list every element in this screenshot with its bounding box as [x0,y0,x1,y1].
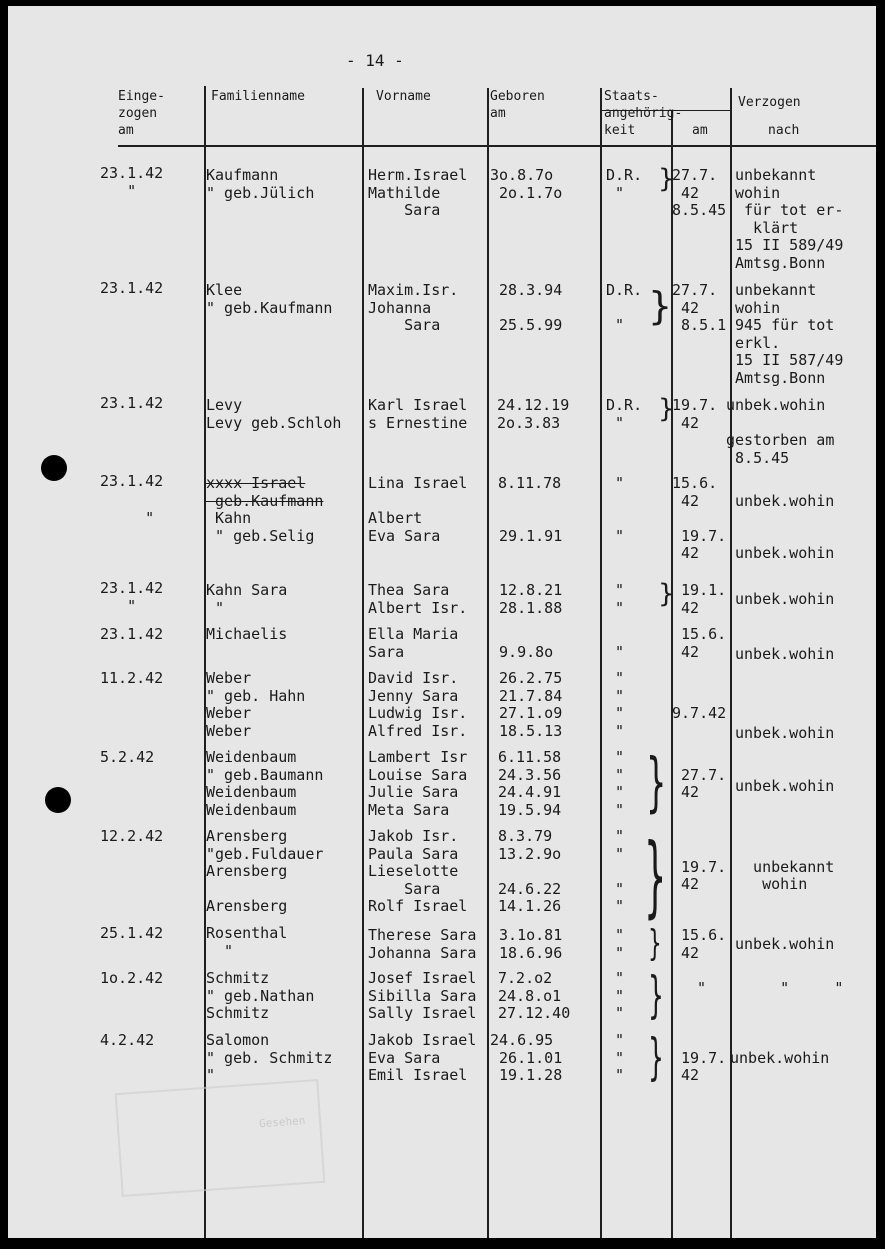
brace-symbol: } [658,394,675,424]
entry-nat: " " [615,581,625,617]
entry-nach: unbek.wohin [735,590,835,608]
entry-born: 8.3.79 13.2.9o 24.6.22 14.1.26 [498,827,562,915]
entry-nach: unbekannt wohin [753,857,835,893]
entry-first: Jakob Israel Eva Sara Emil Israel [368,1031,477,1084]
entry-date: 12.2.42 [100,827,164,845]
entry-family: Arensberg "geb.Fuldauer Arensberg Arensberg [206,827,324,915]
entry-first: Jakob Isr. Paula Sara Lieselotte Sara Rolf Israel [368,827,468,915]
entry-nat: D.R. " [606,396,643,432]
entry-first: Maxim.Isr. Johanna Sara [368,281,459,334]
entry-first: Ella Maria Sara [368,625,459,661]
entry-nach: unbek.wohin [735,491,835,510]
entry-born: 12.8.21 28.1.88 [499,581,563,617]
entry-am: 15.6. 42 [672,474,718,510]
entry-date: 11.2.42 [100,669,164,687]
entry-first: Lambert Isr Louise Sara Julie Sara Meta Sara [368,748,468,819]
entry-nach: unbek.wohin [735,723,835,742]
entry-nach: unbek.wohin [735,544,835,562]
entry-born: 8.11.78 [498,474,562,492]
header-staats: Staats- angehörig- keit [604,89,683,138]
column-rule-4 [600,88,602,1238]
entry-date: 5.2.42 [100,748,155,766]
entry-born: 7.2.o2 24.8.o1 27.12.40 [498,969,571,1022]
entry-date: 23.1.42 [100,625,164,643]
entry-first: Albert Eva Sara [368,509,441,545]
entry-nat: " [615,642,625,661]
entry-family: Rosenthal " [206,924,288,960]
entry-am: 19.7. 42 [681,857,727,893]
entry-family: Salomon " geb. Schmitz " [206,1031,333,1084]
entry-am: 15.6. 42 [681,926,727,962]
entry-am: 19.7. 42 [681,1048,727,1084]
brace-symbol: } [648,284,673,328]
entry-nach: unbek.wohin gestorben am 8.5.45 [726,396,835,467]
entry-first: Therese Sara Johanna Sara [368,926,477,962]
header-vorname: Vorname [376,89,431,104]
entry-first: Karl Israel s Ernestine [368,396,468,432]
entry-nach: unbek.wohin [735,776,835,795]
entry-nat: D.R. " [606,166,643,202]
entry-nat: " " " [615,969,625,1022]
entry-born: 9.9.8o [499,642,554,661]
entry-family: Weidenbaum " geb.Baumann Weidenbaum Weidenbaum [206,748,324,819]
entry-first: Thea Sara Albert Isr. [368,581,468,617]
entry-born: 3.1o.81 18.6.96 [499,926,563,962]
entry-am: 19.7. 42 [672,396,718,432]
entry-am: 9.7.42 [672,704,727,722]
entry-date: 23.1.42 " [100,164,164,200]
header-bottom-rule [118,145,876,147]
entry-family: Levy Levy geb.Schloh [206,396,342,432]
brace-symbol: } [648,966,664,1024]
punch-hole-bottom [45,787,71,813]
column-rule-2 [362,88,364,1238]
entry-born: 24.6.95 26.1.01 19.1.28 [490,1031,563,1084]
stamp-text: Gesehen [258,1114,306,1131]
entry-date: 23.1.42 " [100,579,164,615]
faded-stamp [115,1079,326,1197]
entry-born: 26.2.75 21.7.84 27.1.o9 18.5.13 [499,669,563,740]
entry-nat: " " " " [615,827,625,915]
header-verzogen-am: am [692,123,708,138]
entry-first: Herm.Israel Mathilde Sara [368,166,468,219]
brace-symbol: } [658,579,675,609]
entry-first: Josef Israel Sibilla Sara Sally Israel [368,969,477,1022]
entry-nat: " " " " [615,748,625,819]
header-verzogen: Verzogen [738,95,801,110]
entry-nach: unbekannt wohin für tot er- klärt 15 II 589/49 Amtsg.Bonn [735,166,844,272]
entry-nach: " " [735,979,844,997]
entry-date: 23.1.42 [100,394,164,412]
entry-nat: " [606,474,625,492]
header-verzogen-nach: nach [768,123,800,138]
entry-family: Kahn Sara " [206,581,288,617]
entry-date: 23.1.42 [100,472,164,490]
punch-hole-top [41,455,67,481]
brace-symbol: } [648,1028,664,1086]
entry-first: David Isr. Jenny Sara Ludwig Isr. Alfred Isr. [368,669,468,740]
entry-family: Schmitz " geb.Nathan Schmitz [206,969,315,1022]
entry-born: 24.12.19 2o.3.83 [497,396,570,432]
entry-family: Weber " geb. Hahn Weber Weber [206,669,306,740]
entry-nach: unbek.wohin [735,935,835,953]
entry-am: 15.6. 42 [681,625,727,661]
entry-born: 3o.8.7o 2o.1.7o [490,166,563,202]
entry-am: 19.1. 42 [681,581,727,617]
header-geboren: Geboren am [490,89,545,121]
entry-am: 27.7. 42 [681,765,727,801]
header-eingezogen: Einge- zogen am [118,89,165,138]
entry-nach: unbekannt wohin 945 für tot erkl. 15 II 587/49 Amtsg.Bonn [735,281,844,387]
header-familienname: Familienname [211,89,305,104]
entry-am: 27.7. 42 8.5.45 [672,166,727,219]
entry-nat: " " " " [615,669,625,740]
entry-date: 4.2.42 [100,1031,155,1049]
entry-am: " [688,979,707,997]
archive-document-page [8,6,876,1238]
entry-am: 27.7. 42 8.5.1 [672,281,727,334]
brace-symbol: } [658,164,675,194]
entry-nat: " " " [615,1031,625,1084]
brace-symbol: } [646,746,667,820]
brace-symbol: } [648,923,662,964]
entry-family: Kahn " geb.Selig [215,509,315,545]
entry-date: " [118,509,155,527]
entry-nat: " [615,526,625,545]
entry-family: Kaufmann " geb.Jülich [206,166,315,202]
entry-born: 29.1.91 [499,526,563,545]
entry-born: 28.3.94 25.5.99 [499,281,563,334]
entry-nat: " " [615,926,625,962]
entry-family: xxxx Israel geb.Kaufmann [206,474,324,510]
entry-nach: unbek.wohin [730,1048,830,1067]
entry-nach: unbek.wohin [735,644,835,663]
entry-family: Michaelis [206,625,288,643]
entry-am: 19.7. 42 [681,526,727,562]
entry-born: 6.11.58 24.3.56 24.4.91 19.5.94 [498,748,562,819]
entry-nat: D.R. " [606,281,643,334]
entry-family: Klee " geb.Kaufmann [206,281,333,317]
column-rule-3 [487,88,489,1238]
entry-date: 1o.2.42 [100,969,164,987]
entry-date: 25.1.42 [100,924,164,942]
brace-symbol: } [644,824,667,927]
page-number: - 14 - [346,51,404,70]
entry-date: 23.1.42 [100,279,164,297]
entry-first: Lina Israel [368,474,468,492]
